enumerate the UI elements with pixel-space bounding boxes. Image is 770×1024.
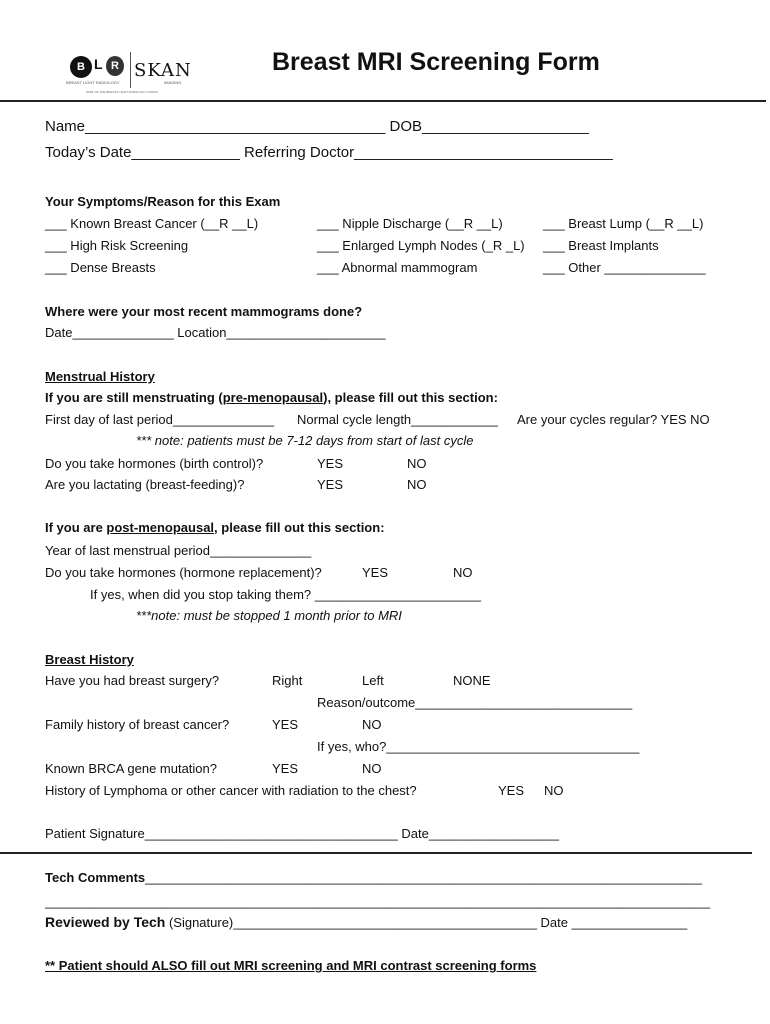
lymphoma-yes[interactable]: YES — [498, 783, 525, 798]
birth-control-no[interactable]: NO — [407, 456, 427, 471]
cycle-length-field[interactable]: Normal cycle length____________ — [297, 412, 498, 427]
header-divider — [0, 100, 766, 102]
name-dob-field[interactable]: Name____________________________________ DOB____________________ — [45, 118, 589, 135]
surgery-none[interactable]: NONE — [453, 673, 491, 688]
stop-taking-field[interactable]: If yes, when did you stop taking them? _______________________ — [90, 587, 482, 602]
family-who-field[interactable]: If yes, who?___________________________________ — [317, 739, 640, 754]
family-history-no[interactable]: NO — [362, 717, 382, 732]
symptoms-heading: Your Symptoms/Reason for this Exam — [45, 194, 281, 209]
cycle-note: *** note: patients must be 7-12 days from start of last cycle — [136, 433, 474, 448]
page-title: Breast MRI Screening Form — [272, 48, 600, 76]
cycles-regular-question[interactable]: Are your cycles regular? YES NO — [517, 412, 710, 427]
symptom-breast-lump[interactable]: ___ Breast Lump (__R __L) — [543, 216, 704, 231]
logo-blr-b: B — [70, 56, 92, 78]
symptom-breast-implants[interactable]: ___ Breast Implants — [543, 238, 659, 253]
footnote: ** Patient should ALSO fill out MRI screening and MRI contrast screening forms — [45, 958, 537, 973]
symptom-known-cancer[interactable]: ___ Known Breast Cancer (__R __L) — [45, 216, 259, 231]
brca-yes[interactable]: YES — [272, 761, 299, 776]
reviewed-by-tech-field[interactable]: Reviewed by Tech (Signature)__________________________________________ Date ________________ — [45, 914, 688, 930]
logo-blr-r: R — [106, 56, 124, 76]
logo-blr-l: L — [94, 56, 103, 72]
symptom-dense-breasts[interactable]: ___ Dense Breasts — [45, 260, 156, 275]
symptom-other[interactable]: ___ Other ______________ — [543, 260, 706, 275]
lymphoma-no[interactable]: NO — [544, 783, 564, 798]
lactating-yes[interactable]: YES — [317, 477, 344, 492]
symptom-nipple-discharge[interactable]: ___ Nipple Discharge (__R __L) — [317, 216, 503, 231]
patient-signature-field[interactable]: Patient Signature___________________________________ Date__________________ — [45, 826, 559, 841]
surgery-left[interactable]: Left — [362, 673, 384, 688]
symptom-high-risk[interactable]: ___ High Risk Screening — [45, 238, 189, 253]
surgery-right[interactable]: Right — [272, 673, 303, 688]
lactating-no[interactable]: NO — [407, 477, 427, 492]
post-menopausal-instruction: If you are post-menopausal, please fill out this section: — [45, 520, 385, 535]
family-history-yes[interactable]: YES — [272, 717, 299, 732]
logo-skan: SKAN — [134, 60, 192, 81]
tech-comments-field[interactable]: Tech Comments_____________________________________________________________________________ — [45, 870, 702, 885]
signature-divider — [0, 852, 752, 854]
family-history-question: Family history of breast cancer? — [45, 717, 230, 732]
symptom-abnormal-mammogram[interactable]: ___ Abnormal mammogram — [317, 260, 478, 275]
logo-blr-subtitle: BREAST LIGHT RADIOLOGY — [66, 80, 120, 85]
brca-no[interactable]: NO — [362, 761, 382, 776]
logo-divider — [130, 52, 131, 88]
logo-skan-subtitle: IMAGING — [164, 80, 182, 85]
birth-control-question: Do you take hormones (birth control)? — [45, 456, 264, 471]
hormone-replacement-no[interactable]: NO — [453, 565, 473, 580]
logo — [64, 52, 192, 96]
logo-footer-text: PART OF THE BREAST LIGHT RADIOLOGY GROUP — [86, 90, 159, 94]
symptom-lymph-nodes[interactable]: ___ Enlarged Lymph Nodes (_R _L) — [317, 238, 525, 253]
lymphoma-question: History of Lymphoma or other cancer with radiation to the chest? — [45, 783, 417, 798]
lactating-question: Are you lactating (breast-feeding)? — [45, 477, 245, 492]
surgery-reason-field[interactable]: Reason/outcome______________________________ — [317, 695, 633, 710]
last-period-year-field[interactable]: Year of last menstrual period______________ — [45, 543, 312, 558]
date-referring-field[interactable]: Today’s Date_____________ Referring Doctor_______________________________ — [45, 144, 613, 161]
mammogram-heading: Where were your most recent mammograms done? — [45, 304, 363, 319]
tech-comments-line-2[interactable]: ____________________________________________________________________________________________ — [45, 894, 711, 909]
pre-menopausal-instruction: If you are still menstruating (pre-menopausal), please fill out this section: — [45, 390, 498, 405]
menstrual-heading: Menstrual History — [45, 369, 155, 384]
brca-question: Known BRCA gene mutation? — [45, 761, 217, 776]
hormone-note: ***note: must be stopped 1 month prior to MRI — [136, 608, 402, 623]
breast-history-heading: Breast History — [45, 652, 134, 667]
birth-control-yes[interactable]: YES — [317, 456, 344, 471]
mammogram-date-location[interactable]: Date______________ Location______________________ — [45, 325, 386, 340]
first-day-field[interactable]: First day of last period______________ — [45, 412, 275, 427]
hormone-replacement-question: Do you take hormones (hormone replacement)? — [45, 565, 322, 580]
hormone-replacement-yes[interactable]: YES — [362, 565, 389, 580]
surgery-question: Have you had breast surgery? — [45, 673, 220, 688]
